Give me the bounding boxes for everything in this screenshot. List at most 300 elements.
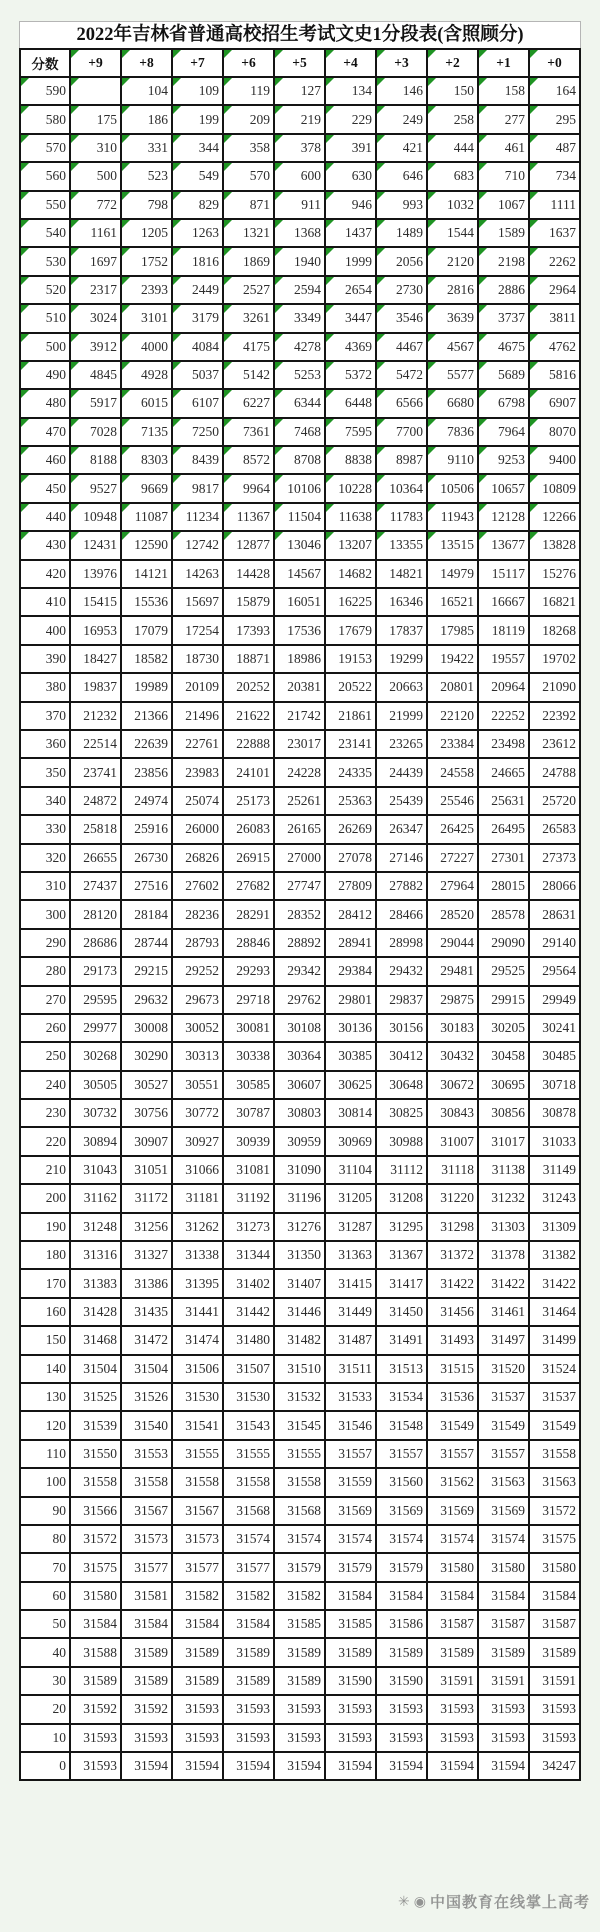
count-cell: 28998: [376, 929, 427, 957]
count-cell: 26165: [274, 815, 325, 843]
count-cell: 18582: [121, 645, 172, 673]
count-cell: 31568: [223, 1497, 274, 1525]
count-cell: 6448: [325, 389, 376, 417]
count-cell: 27747: [274, 872, 325, 900]
score-cell: 20: [20, 1695, 70, 1723]
score-cell: 160: [20, 1298, 70, 1326]
count-cell: 25439: [376, 787, 427, 815]
comment-marker-icon: [479, 50, 487, 58]
comment-marker-icon: [224, 135, 232, 143]
comment-marker-icon: [479, 475, 487, 483]
count-cell: 31303: [478, 1213, 529, 1241]
table-row: [20, 531, 580, 559]
count-cell: 13207: [325, 531, 376, 559]
count-cell: 31594: [376, 1752, 427, 1780]
watermark: [398, 1891, 590, 1912]
count-cell: 24974: [121, 787, 172, 815]
count-cell: 9669: [121, 474, 172, 502]
count-cell: 12877: [223, 531, 274, 559]
count-cell: 2886: [478, 276, 529, 304]
count-cell: 31593: [274, 1695, 325, 1723]
count-cell: 134: [325, 77, 376, 105]
count-cell: 31569: [427, 1497, 478, 1525]
count-cell: 13677: [478, 531, 529, 559]
count-cell: 31402: [223, 1269, 274, 1297]
table-row: [20, 1383, 580, 1411]
count-cell: 3447: [325, 304, 376, 332]
comment-marker-icon: [122, 135, 130, 143]
count-cell: 31592: [70, 1695, 121, 1723]
score-cell: 70: [20, 1553, 70, 1581]
comment-marker-icon: [21, 447, 29, 455]
count-cell: 31549: [529, 1411, 580, 1439]
count-cell: 31472: [121, 1326, 172, 1354]
comment-marker-icon: [173, 248, 181, 256]
count-cell: 31584: [70, 1610, 121, 1638]
comment-marker-icon: [377, 504, 385, 512]
count-cell: 31574: [427, 1525, 478, 1553]
count-cell: 158: [478, 77, 529, 105]
count-cell: 25818: [70, 815, 121, 843]
comment-marker-icon: [275, 305, 283, 313]
count-cell: 25720: [529, 787, 580, 815]
count-cell: 26826: [172, 844, 223, 872]
comment-marker-icon: [173, 106, 181, 114]
table-row: [20, 191, 580, 219]
count-cell: 31577: [172, 1553, 223, 1581]
count-cell: 31589: [478, 1638, 529, 1666]
bonus-column-header: +2: [427, 49, 478, 77]
comment-marker-icon: [377, 390, 385, 398]
bonus-column-header: +0: [529, 49, 580, 77]
count-cell: 31491: [376, 1326, 427, 1354]
comment-marker-icon: [173, 277, 181, 285]
count-cell: 31563: [529, 1468, 580, 1496]
count-cell: 30718: [529, 1071, 580, 1099]
count-cell: 17254: [172, 616, 223, 644]
count-cell: 31555: [172, 1440, 223, 1468]
score-cell: 60: [20, 1582, 70, 1610]
count-cell: 13828: [529, 531, 580, 559]
count-cell: 31220: [427, 1184, 478, 1212]
count-cell: 31589: [223, 1638, 274, 1666]
count-cell: 31585: [274, 1610, 325, 1638]
count-cell: 28846: [223, 929, 274, 957]
count-cell: 209: [223, 105, 274, 133]
comment-marker-icon: [428, 106, 436, 114]
count-cell: 28578: [478, 900, 529, 928]
comment-marker-icon: [173, 334, 181, 342]
count-cell: 20964: [478, 673, 529, 701]
comment-marker-icon: [173, 78, 181, 86]
bonus-column-header: +1: [478, 49, 529, 77]
count-cell: 31422: [427, 1269, 478, 1297]
count-cell: 10809: [529, 474, 580, 502]
count-cell: 24439: [376, 758, 427, 786]
count-cell: 31545: [274, 1411, 325, 1439]
table-row: [20, 1184, 580, 1212]
count-cell: 1589: [478, 219, 529, 247]
count-cell: 29837: [376, 986, 427, 1014]
count-cell: 1999: [325, 247, 376, 275]
count-cell: 31589: [325, 1638, 376, 1666]
count-cell: 31557: [376, 1440, 427, 1468]
count-cell: 31584: [121, 1610, 172, 1638]
count-cell: 29564: [529, 957, 580, 985]
comment-marker-icon: [479, 504, 487, 512]
table-row: [20, 1411, 580, 1439]
bonus-column-header: +4: [325, 49, 376, 77]
count-cell: 31580: [478, 1553, 529, 1581]
count-cell: 9253: [478, 446, 529, 474]
count-cell: 31205: [325, 1184, 376, 1212]
count-cell: 24558: [427, 758, 478, 786]
count-cell: 358: [223, 134, 274, 162]
count-cell: 31422: [529, 1269, 580, 1297]
comment-marker-icon: [71, 504, 79, 512]
comment-marker-icon: [21, 78, 29, 86]
count-cell: 10106: [274, 474, 325, 502]
count-cell: 31386: [121, 1269, 172, 1297]
table-header: [20, 49, 580, 77]
comment-marker-icon: [224, 362, 232, 370]
comment-marker-icon: [173, 447, 181, 455]
count-cell: 31589: [274, 1667, 325, 1695]
count-cell: 31593: [376, 1724, 427, 1752]
count-cell: 25916: [121, 815, 172, 843]
comment-marker-icon: [326, 334, 334, 342]
comment-marker-icon: [377, 220, 385, 228]
count-cell: 30081: [223, 1014, 274, 1042]
count-cell: 164: [529, 77, 580, 105]
count-cell: 2198: [478, 247, 529, 275]
count-cell: 29801: [325, 986, 376, 1014]
count-cell: 31593: [70, 1724, 121, 1752]
count-cell: 310: [70, 134, 121, 162]
table-row: [20, 333, 580, 361]
comment-marker-icon: [224, 419, 232, 427]
count-cell: 27437: [70, 872, 121, 900]
score-cell: 220: [20, 1127, 70, 1155]
count-cell: 31536: [427, 1383, 478, 1411]
count-cell: 27809: [325, 872, 376, 900]
count-cell: 31449: [325, 1298, 376, 1326]
comment-marker-icon: [428, 305, 436, 313]
comment-marker-icon: [21, 277, 29, 285]
count-cell: 28744: [121, 929, 172, 957]
count-cell: 31594: [427, 1752, 478, 1780]
count-cell: 31533: [325, 1383, 376, 1411]
comment-marker-icon: [71, 78, 79, 86]
count-cell: 30959: [274, 1127, 325, 1155]
count-cell: 31557: [427, 1440, 478, 1468]
comment-marker-icon: [479, 362, 487, 370]
count-cell: 28793: [172, 929, 223, 957]
table-row: [20, 162, 580, 190]
count-cell: 29632: [121, 986, 172, 1014]
count-cell: 26495: [478, 815, 529, 843]
bonus-column-header: +3: [376, 49, 427, 77]
count-cell: 31584: [223, 1610, 274, 1638]
table-row: [20, 702, 580, 730]
watermark-text: 中国教育在线掌上高考: [429, 1894, 590, 1911]
count-cell: 29525: [478, 957, 529, 985]
count-cell: 30412: [376, 1042, 427, 1070]
count-cell: 7361: [223, 418, 274, 446]
table-row: [20, 77, 580, 105]
count-cell: 12590: [121, 531, 172, 559]
comment-marker-icon: [326, 135, 334, 143]
count-cell: 31407: [274, 1269, 325, 1297]
count-cell: 20381: [274, 673, 325, 701]
comment-marker-icon: [428, 163, 436, 171]
count-cell: 1940: [274, 247, 325, 275]
count-cell: [70, 77, 121, 105]
score-cell: 110: [20, 1440, 70, 1468]
comment-marker-icon: [173, 504, 181, 512]
comment-marker-icon: [377, 419, 385, 427]
table-row: [20, 1553, 580, 1581]
table-row: [20, 929, 580, 957]
count-cell: 4567: [427, 333, 478, 361]
count-cell: 175: [70, 105, 121, 133]
comment-marker-icon: [122, 277, 130, 285]
count-cell: 31415: [325, 1269, 376, 1297]
comment-marker-icon: [479, 532, 487, 540]
count-cell: 14121: [121, 560, 172, 588]
score-cell: 370: [20, 702, 70, 730]
count-cell: 10364: [376, 474, 427, 502]
count-cell: 1032: [427, 191, 478, 219]
count-cell: 1816: [172, 247, 223, 275]
count-cell: 30625: [325, 1071, 376, 1099]
count-cell: 29481: [427, 957, 478, 985]
count-cell: 186: [121, 105, 172, 133]
count-cell: 31589: [172, 1638, 223, 1666]
comment-marker-icon: [224, 305, 232, 313]
score-cell: 170: [20, 1269, 70, 1297]
count-cell: 8439: [172, 446, 223, 474]
count-cell: 993: [376, 191, 427, 219]
count-cell: 25363: [325, 787, 376, 815]
count-cell: 5142: [223, 361, 274, 389]
count-cell: 31007: [427, 1127, 478, 1155]
comment-marker-icon: [428, 447, 436, 455]
bonus-column-header: +9: [70, 49, 121, 77]
count-cell: 28066: [529, 872, 580, 900]
count-cell: 30205: [478, 1014, 529, 1042]
count-cell: 31594: [478, 1752, 529, 1780]
count-cell: 31395: [172, 1269, 223, 1297]
count-cell: 31594: [121, 1752, 172, 1780]
comment-marker-icon: [530, 163, 538, 171]
comment-marker-icon: [122, 305, 130, 313]
count-cell: 28520: [427, 900, 478, 928]
table-row: [20, 1752, 580, 1780]
count-cell: 229: [325, 105, 376, 133]
count-cell: 18871: [223, 645, 274, 673]
table-row: [20, 219, 580, 247]
count-cell: 1321: [223, 219, 274, 247]
count-cell: 1263: [172, 219, 223, 247]
count-cell: 5037: [172, 361, 223, 389]
count-cell: 31033: [529, 1127, 580, 1155]
count-cell: 31584: [478, 1582, 529, 1610]
count-cell: 14682: [325, 560, 376, 588]
count-cell: 29293: [223, 957, 274, 985]
count-cell: 28941: [325, 929, 376, 957]
count-cell: 30772: [172, 1099, 223, 1127]
table-row: [20, 844, 580, 872]
comment-marker-icon: [530, 305, 538, 313]
count-cell: 31378: [478, 1241, 529, 1269]
count-cell: 30695: [478, 1071, 529, 1099]
count-cell: 28015: [478, 872, 529, 900]
count-cell: 4369: [325, 333, 376, 361]
count-cell: 31594: [274, 1752, 325, 1780]
count-cell: 31273: [223, 1213, 274, 1241]
count-cell: 31464: [529, 1298, 580, 1326]
count-cell: 1437: [325, 219, 376, 247]
count-cell: 258: [427, 105, 478, 133]
comment-marker-icon: [428, 78, 436, 86]
comment-marker-icon: [530, 78, 538, 86]
count-cell: 21090: [529, 673, 580, 701]
count-cell: 26655: [70, 844, 121, 872]
count-cell: 29384: [325, 957, 376, 985]
count-cell: 1067: [478, 191, 529, 219]
count-cell: 8070: [529, 418, 580, 446]
count-cell: 23741: [70, 758, 121, 786]
count-cell: 31066: [172, 1156, 223, 1184]
count-cell: 17536: [274, 616, 325, 644]
count-cell: 31593: [121, 1724, 172, 1752]
count-cell: 14821: [376, 560, 427, 588]
table-row: [20, 1468, 580, 1496]
count-cell: 31592: [121, 1695, 172, 1723]
count-cell: 119: [223, 77, 274, 105]
count-cell: 5689: [478, 361, 529, 389]
count-cell: 31594: [223, 1752, 274, 1780]
count-cell: 31584: [172, 1610, 223, 1638]
comment-marker-icon: [21, 334, 29, 342]
count-cell: 15117: [478, 560, 529, 588]
comment-marker-icon: [224, 78, 232, 86]
count-cell: 378: [274, 134, 325, 162]
score-cell: 350: [20, 758, 70, 786]
count-cell: 15415: [70, 588, 121, 616]
count-cell: 600: [274, 162, 325, 190]
comment-marker-icon: [122, 504, 130, 512]
count-cell: 6107: [172, 389, 223, 417]
comment-marker-icon: [122, 362, 130, 370]
table-row: [20, 1582, 580, 1610]
count-cell: 23384: [427, 730, 478, 758]
count-cell: 23856: [121, 758, 172, 786]
comment-marker-icon: [71, 334, 79, 342]
comment-marker-icon: [224, 106, 232, 114]
comment-marker-icon: [173, 50, 181, 58]
count-cell: 31568: [274, 1497, 325, 1525]
comment-marker-icon: [530, 277, 538, 285]
count-cell: 31530: [172, 1383, 223, 1411]
count-cell: 24788: [529, 758, 580, 786]
count-cell: 31563: [478, 1468, 529, 1496]
comment-marker-icon: [21, 192, 29, 200]
count-cell: 31587: [478, 1610, 529, 1638]
comment-marker-icon: [173, 390, 181, 398]
count-cell: 8188: [70, 446, 121, 474]
count-cell: 30008: [121, 1014, 172, 1042]
table-row: [20, 673, 580, 701]
count-cell: 30856: [478, 1099, 529, 1127]
table-row: [20, 1497, 580, 1525]
count-cell: 31594: [325, 1752, 376, 1780]
count-cell: 4175: [223, 333, 274, 361]
score-cell: 340: [20, 787, 70, 815]
count-cell: 22392: [529, 702, 580, 730]
count-cell: 30803: [274, 1099, 325, 1127]
count-cell: 18268: [529, 616, 580, 644]
count-cell: 9817: [172, 474, 223, 502]
count-cell: 31574: [478, 1525, 529, 1553]
comment-marker-icon: [173, 419, 181, 427]
count-cell: 31482: [274, 1326, 325, 1354]
count-cell: 31243: [529, 1184, 580, 1212]
count-cell: 31461: [478, 1298, 529, 1326]
count-cell: 24665: [478, 758, 529, 786]
comment-marker-icon: [21, 475, 29, 483]
count-cell: 31582: [223, 1582, 274, 1610]
comment-marker-icon: [275, 334, 283, 342]
count-cell: 31327: [121, 1241, 172, 1269]
count-cell: 1205: [121, 219, 172, 247]
score-cell: 270: [20, 986, 70, 1014]
table-row: [20, 1099, 580, 1127]
comment-marker-icon: [377, 248, 385, 256]
count-cell: 21742: [274, 702, 325, 730]
comment-marker-icon: [71, 419, 79, 427]
count-cell: 31474: [172, 1326, 223, 1354]
count-cell: 2262: [529, 247, 580, 275]
count-cell: 34247: [529, 1752, 580, 1780]
comment-marker-icon: [173, 192, 181, 200]
count-cell: 31422: [478, 1269, 529, 1297]
comment-marker-icon: [479, 163, 487, 171]
count-cell: 30241: [529, 1014, 580, 1042]
table-row: [20, 1525, 580, 1553]
count-cell: 31248: [70, 1213, 121, 1241]
comment-marker-icon: [479, 390, 487, 398]
count-cell: 461: [478, 134, 529, 162]
comment-marker-icon: [224, 248, 232, 256]
count-cell: 331: [121, 134, 172, 162]
count-cell: 444: [427, 134, 478, 162]
count-cell: 31417: [376, 1269, 427, 1297]
count-cell: 31350: [274, 1241, 325, 1269]
count-cell: 22252: [478, 702, 529, 730]
count-cell: 22761: [172, 730, 223, 758]
count-cell: 30814: [325, 1099, 376, 1127]
count-cell: 31574: [274, 1525, 325, 1553]
count-cell: 17837: [376, 616, 427, 644]
count-cell: 31553: [121, 1440, 172, 1468]
count-cell: 26347: [376, 815, 427, 843]
count-cell: 911: [274, 191, 325, 219]
count-cell: 549: [172, 162, 223, 190]
table-row: [20, 730, 580, 758]
count-cell: 30878: [529, 1099, 580, 1127]
